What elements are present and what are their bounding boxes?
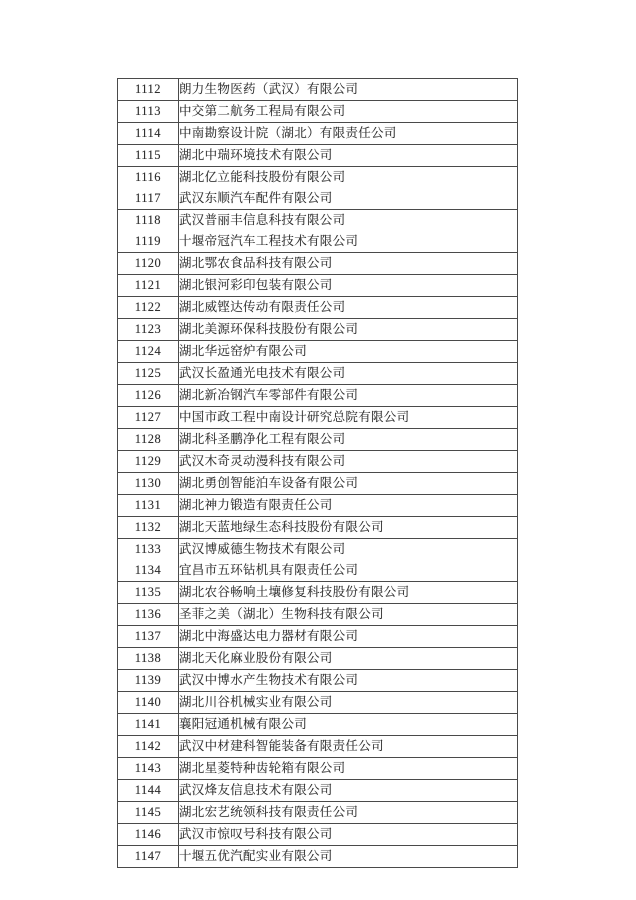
company-name-cell: 十堰五优汽配实业有限公司: [179, 846, 518, 868]
table-row: [118, 101, 518, 123]
table-row: [118, 297, 518, 319]
table-row: [118, 670, 518, 692]
table-row: [118, 758, 518, 780]
table-row: [118, 824, 518, 846]
row-number-cell: 1118: [118, 210, 179, 232]
company-name-cell: 武汉博威德生物技术有限公司: [179, 539, 518, 561]
row-number-cell: 1115: [118, 145, 179, 167]
row-number-cell: 1134: [118, 560, 179, 582]
row-number-cell: 1130: [118, 473, 179, 495]
row-number-cell: 1143: [118, 758, 179, 780]
table-row: [118, 517, 518, 539]
company-name-cell: 湖北威铿达传动有限责任公司: [179, 297, 518, 319]
table-row: [118, 846, 518, 868]
company-name-cell: 湖北勇创智能泊车设备有限公司: [179, 473, 518, 495]
company-name-cell: 襄阳冠通机械有限公司: [179, 714, 518, 736]
company-name-cell: 湖北华远窑炉有限公司: [179, 341, 518, 363]
company-name-cell: 武汉中材建科智能装备有限责任公司: [179, 736, 518, 758]
company-name-cell: 宜昌市五环钻机具有限责任公司: [179, 560, 518, 582]
row-number-cell: 1135: [118, 582, 179, 604]
table-row: [118, 692, 518, 714]
row-number-cell: 1125: [118, 363, 179, 385]
company-name-cell: 湖北星菱特种齿轮箱有限公司: [179, 758, 518, 780]
company-name-cell: 中国市政工程中南设计研究总院有限公司: [179, 407, 518, 429]
row-number-cell: 1112: [118, 79, 179, 101]
table-row: [118, 341, 518, 363]
table-row: [118, 253, 518, 275]
row-number-cell: 1131: [118, 495, 179, 517]
row-number-cell: 1128: [118, 429, 179, 451]
company-name-cell: 湖北川谷机械实业有限公司: [179, 692, 518, 714]
row-number-cell: 1123: [118, 319, 179, 341]
row-number-cell: 1138: [118, 648, 179, 670]
table-row: [118, 648, 518, 670]
table-row: [118, 79, 518, 101]
table-row: [118, 451, 518, 473]
company-name-cell: 中交第二航务工程局有限公司: [179, 101, 518, 123]
company-name-cell: 武汉木奇灵动漫科技有限公司: [179, 451, 518, 473]
row-number-cell: 1122: [118, 297, 179, 319]
table-row: [118, 560, 518, 582]
company-name-cell: 中南勘察设计院（湖北）有限责任公司: [179, 123, 518, 145]
table-row: [118, 188, 518, 210]
row-number-cell: 1129: [118, 451, 179, 473]
company-name-cell: 湖北神力锻造有限责任公司: [179, 495, 518, 517]
company-name-cell: 湖北鄂农食品科技有限公司: [179, 253, 518, 275]
table-row: [118, 123, 518, 145]
table-row: [118, 582, 518, 604]
row-number-cell: 1114: [118, 123, 179, 145]
company-name-cell: 湖北亿立能科技股份有限公司: [179, 167, 518, 189]
company-name-cell: 湖北宏艺统领科技有限责任公司: [179, 802, 518, 824]
table-row: [118, 539, 518, 561]
row-number-cell: 1147: [118, 846, 179, 868]
row-number-cell: 1139: [118, 670, 179, 692]
table-row: [118, 473, 518, 495]
row-number-cell: 1117: [118, 188, 179, 210]
row-number-cell: 1136: [118, 604, 179, 626]
company-name-cell: 武汉普丽丰信息科技有限公司: [179, 210, 518, 232]
company-name-cell: 湖北中瑞环境技术有限公司: [179, 145, 518, 167]
table-row: [118, 385, 518, 407]
row-number-cell: 1124: [118, 341, 179, 363]
table-row: [118, 407, 518, 429]
table-row: [118, 604, 518, 626]
table-row: [118, 363, 518, 385]
row-number-cell: 1137: [118, 626, 179, 648]
table-row: [118, 319, 518, 341]
row-number-cell: 1140: [118, 692, 179, 714]
company-name-cell: 武汉中博水产生物技术有限公司: [179, 670, 518, 692]
row-number-cell: 1133: [118, 539, 179, 561]
row-number-cell: 1113: [118, 101, 179, 123]
company-name-cell: 湖北科圣鹏净化工程有限公司: [179, 429, 518, 451]
row-number-cell: 1121: [118, 275, 179, 297]
company-table-body: [118, 79, 518, 868]
company-name-cell: 湖北美源环保科技股份有限公司: [179, 319, 518, 341]
table-row: [118, 210, 518, 232]
table-row: [118, 275, 518, 297]
company-list-table: [117, 78, 518, 868]
company-name-cell: 湖北银河彩印包装有限公司: [179, 275, 518, 297]
company-name-cell: 朗力生物医药（武汉）有限公司: [179, 79, 518, 101]
row-number-cell: 1142: [118, 736, 179, 758]
company-name-cell: 武汉长盈通光电技术有限公司: [179, 363, 518, 385]
company-name-cell: 武汉市惊叹号科技有限公司: [179, 824, 518, 846]
company-name-cell: 湖北天蓝地绿生态科技股份有限公司: [179, 517, 518, 539]
company-name-cell: 武汉东顺汽车配件有限公司: [179, 188, 518, 210]
company-name-cell: 湖北农谷畅响土壤修复科技股份有限公司: [179, 582, 518, 604]
table-row: [118, 626, 518, 648]
row-number-cell: 1116: [118, 167, 179, 189]
row-number-cell: 1144: [118, 780, 179, 802]
row-number-cell: 1120: [118, 253, 179, 275]
company-name-cell: 湖北中海盛达电力器材有限公司: [179, 626, 518, 648]
company-name-cell: 湖北天化麻业股份有限公司: [179, 648, 518, 670]
table-row: [118, 802, 518, 824]
row-number-cell: 1127: [118, 407, 179, 429]
company-name-cell: 武汉烽友信息技术有限公司: [179, 780, 518, 802]
company-name-cell: 十堰帝冠汽车工程技术有限公司: [179, 231, 518, 253]
table-row: [118, 780, 518, 802]
row-number-cell: 1132: [118, 517, 179, 539]
company-name-cell: 圣菲之美（湖北）生物科技有限公司: [179, 604, 518, 626]
table-row: [118, 736, 518, 758]
table-row: [118, 145, 518, 167]
row-number-cell: 1146: [118, 824, 179, 846]
table-row: [118, 429, 518, 451]
table-row: [118, 495, 518, 517]
table-row: [118, 231, 518, 253]
row-number-cell: 1119: [118, 231, 179, 253]
table-row: [118, 714, 518, 736]
table-row: [118, 167, 518, 189]
row-number-cell: 1145: [118, 802, 179, 824]
row-number-cell: 1126: [118, 385, 179, 407]
company-name-cell: 湖北新冶钢汽车零部件有限公司: [179, 385, 518, 407]
row-number-cell: 1141: [118, 714, 179, 736]
